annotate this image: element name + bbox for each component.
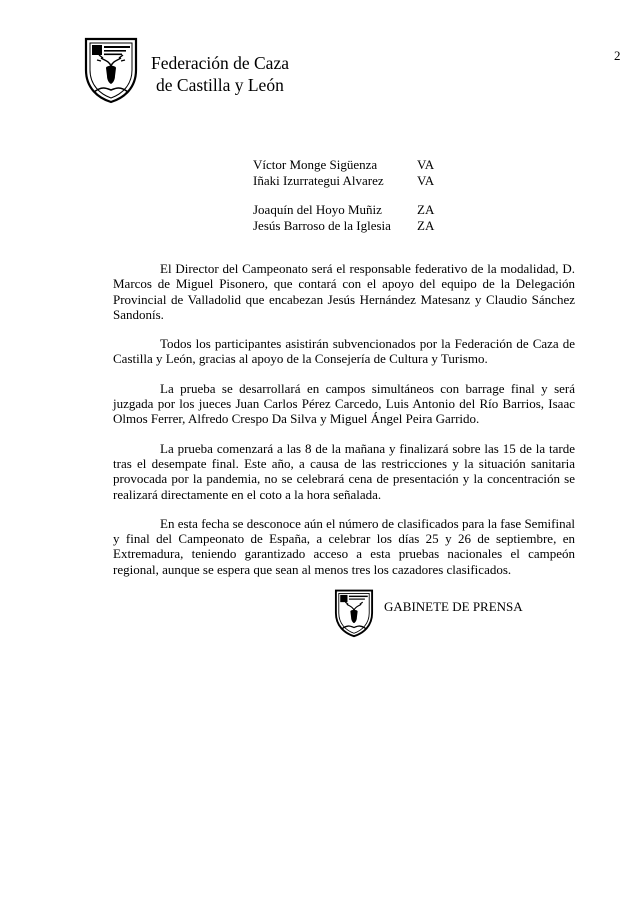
roster-group-2 xyxy=(253,202,457,234)
body-paragraph: En esta fecha se desconoce aún el número de clasificados para la fase Semifinal y final del Campeonato de España, a celebrar los días 25 y 26 de septiembre, en Extremadura, teniendo garantizado acceso a esta pruebas nacionales el campeón regional, aunque se espera que sean al menos tres los cazadores clasificados. xyxy=(113,515,575,577)
federation-shield-footer-icon xyxy=(333,588,375,638)
page-number: 2 xyxy=(614,48,621,63)
roster-group-1 xyxy=(253,157,457,189)
org-name-line2: de Castilla y León xyxy=(156,75,284,95)
roster-row xyxy=(253,157,457,173)
province-code: ZA xyxy=(417,218,435,233)
province-code: ZA xyxy=(417,202,435,217)
participant-name: Iñaki Izurrategui Alvarez xyxy=(253,173,384,188)
body-paragraph: Todos los participantes asistirán subvencionados por la Federación de Caza de Castilla y León, gracias al apoyo de la Consejería de Cultura y Turismo. xyxy=(113,336,575,367)
press-office-signature: GABINETE DE PRENSA xyxy=(384,599,523,614)
body-paragraph: La prueba comenzará a las 8 de la mañana y finalizará sobre las 15 de la tarde tras el desempate final. Este año, a causa de las restricciones y la situación sanitaria provocada por la pandemia, no se celebrará cena de presentación y la concentración se realizará directamente en el coto a la hora señalada. xyxy=(113,440,575,502)
roster-row xyxy=(253,173,457,189)
participant-name: Joaquín del Hoyo Muñiz xyxy=(253,202,382,217)
body-paragraph: La prueba se desarrollará en campos simultáneos con barrage final y será juzgada por los jueces Juan Carlos Pérez Carcedo, Luis Antonio del Río Barrios, Isaac Olmos Ferrer, Alfredo Crespo Da Silva y Miguel Ángel Peira Garrido. xyxy=(113,380,575,427)
roster-row xyxy=(253,218,457,234)
press-release-body xyxy=(113,261,575,591)
federation-shield-logo-icon xyxy=(82,36,140,104)
province-code: VA xyxy=(417,157,435,172)
org-name-line1: Federación de Caza xyxy=(151,53,289,73)
roster-row xyxy=(253,202,457,218)
participant-name: Víctor Monge Sigüenza xyxy=(253,157,378,172)
participant-name: Jesús Barroso de la Iglesia xyxy=(253,218,391,233)
province-code: VA xyxy=(417,173,435,188)
organization-name xyxy=(151,52,289,96)
body-paragraph: El Director del Campeonato será el responsable federativo de la modalidad, D. Marcos de Miguel Pisonero, que contará con el apoyo del equipo de la Delegación Provincial de Valladolid que encabezan Jesús Hernández Matesanz y Claudio Sánchez Sandonís. xyxy=(113,261,575,322)
